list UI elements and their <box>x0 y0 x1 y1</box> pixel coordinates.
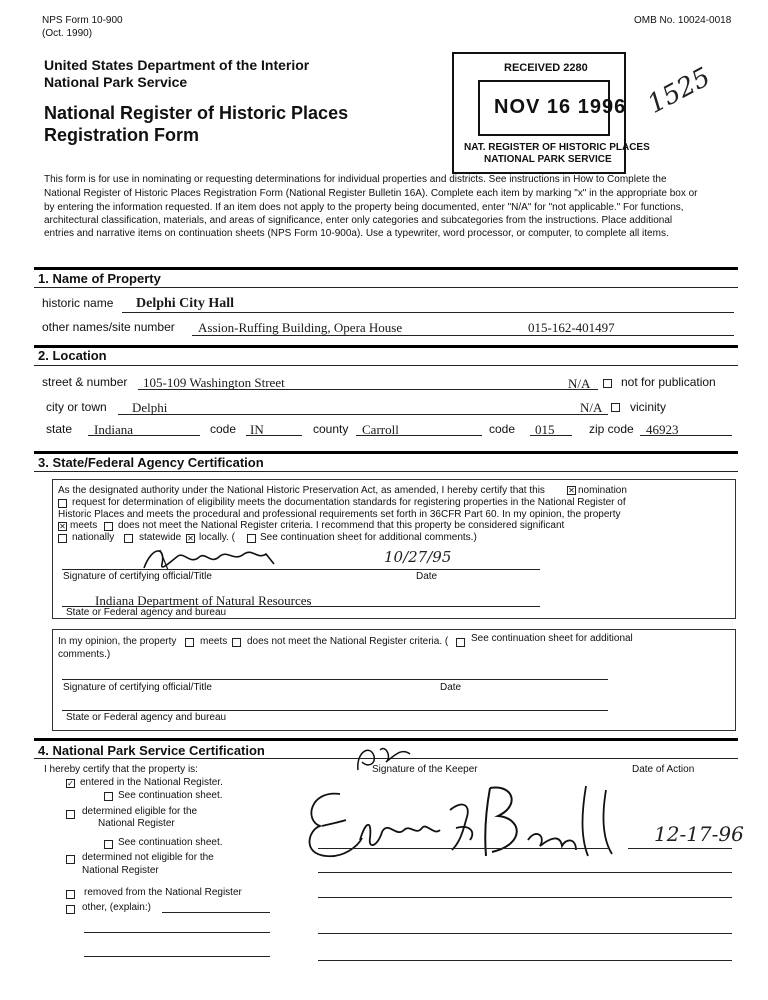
county-label: county <box>313 422 349 436</box>
other-label: other, (explain:) <box>82 902 151 913</box>
eligible-continuation-checkbox[interactable] <box>104 840 113 849</box>
other-names-value: Assion-Ruffing Building, Opera House <box>198 320 403 335</box>
stamp-line-2: NATIONAL PARK SERVICE <box>484 154 612 165</box>
eligible-label-1: determined eligible for the <box>82 806 198 817</box>
not-for-publication-label: not for publication <box>621 375 716 389</box>
state-sig-date: 10/27/95 <box>384 548 452 566</box>
city-na: N/A <box>580 400 603 415</box>
date-label-2: Date <box>440 682 462 693</box>
cert-text-3: Historic Places and meets the procedural and professional requirements set forth in 36CFR Part 60. In my opinion, the property <box>58 509 621 520</box>
not-for-publication-checkbox[interactable] <box>603 379 612 388</box>
received-stamp <box>452 52 650 174</box>
opinion-text-2: does not meet the National Register criteria. ( <box>247 636 449 647</box>
not-eligible-checkbox[interactable] <box>66 855 75 864</box>
zip-value: 46923 <box>646 422 679 437</box>
section-3-title: 3. State/Federal Agency Certification <box>38 455 264 470</box>
intro-line-4: architectural classification, materials, and areas of significance, enter only categories and subcategories from the instructions. Place additional <box>44 215 673 226</box>
agency-label: State or Federal agency and bureau <box>66 607 227 618</box>
section-2-title: 2. Location <box>38 348 107 363</box>
entered-label: entered in the National Register. <box>80 777 223 788</box>
statewide-checkbox[interactable] <box>124 534 133 543</box>
form-number: NPS Form 10-900 <box>42 15 123 26</box>
handwritten-number: 1525 <box>642 62 716 120</box>
street-value: 105-109 Washington Street <box>143 375 285 390</box>
state-code-label: code <box>210 422 237 436</box>
stamp-line-1: NAT. REGISTER OF HISTORIC PLACES <box>464 142 650 153</box>
historic-name-label: historic name <box>42 296 114 310</box>
opinion-text-4: comments.) <box>58 649 111 660</box>
meets-checkbox[interactable]: ✕ <box>59 522 66 531</box>
agency: National Park Service <box>44 74 188 90</box>
not-eligible-label-1: determined not eligible for the <box>82 852 214 863</box>
other-names-label: other names/site number <box>42 320 175 334</box>
county-value: Carroll <box>362 422 399 437</box>
opinion-meets-checkbox[interactable] <box>185 638 194 647</box>
keeper-signature <box>300 780 650 870</box>
opinion-text-1: In my opinion, the property <box>58 636 177 647</box>
agency-value: Indiana Department of Natural Resources <box>95 593 312 608</box>
date-of-action-label: Date of Action <box>632 764 695 775</box>
section-3-rule <box>34 451 738 454</box>
locally-checkbox[interactable]: ✕ <box>187 534 194 543</box>
county-code-label: code <box>489 422 516 436</box>
date-label: Date <box>416 571 438 582</box>
keeper-signature-label: Signature of the Keeper <box>372 764 478 775</box>
county-code-value: 015 <box>535 422 555 437</box>
page-title: National Register of Historic Places <box>44 103 349 123</box>
entered-continuation-label: See continuation sheet. <box>118 790 223 801</box>
signature-label-2: Signature of certifying official/Title <box>63 682 212 693</box>
street-label: street & number <box>42 375 128 389</box>
nationally-checkbox[interactable] <box>58 534 67 543</box>
removed-label: removed from the National Register <box>84 887 242 898</box>
intro-line-3: by entering the information requested. If an item does not apply to the property being documented, enter "N/A" for "not applicable." For functions, <box>44 202 684 213</box>
page-subtitle: Registration Form <box>44 125 200 145</box>
removed-checkbox[interactable] <box>66 890 75 899</box>
stamp-date: NOV 16 1996 <box>494 96 627 118</box>
meets-label: meets <box>70 520 98 531</box>
cert-text-2: request for determination of eligibility meets the documentation standards for registering properties in the National Register of <box>72 497 626 508</box>
zip-label: zip code <box>589 422 634 436</box>
does-not-meet-checkbox[interactable] <box>104 522 113 531</box>
intro-line-2: National Register of Historic Places Registration Form (National Register Bulletin 16A). Complete each item by marking "x" in the appropriate box or <box>44 188 698 199</box>
historic-name-value: Delphi City Hall <box>136 296 235 311</box>
section-1-title: 1. Name of Property <box>38 271 161 286</box>
vicinity-checkbox[interactable] <box>611 403 620 412</box>
section-1-rule <box>34 267 738 270</box>
section-4-title: 4. National Park Service Certification <box>38 743 265 758</box>
state-value: Indiana <box>94 422 133 437</box>
city-value: Delphi <box>132 400 168 415</box>
form-date: (Oct. 1990) <box>42 28 93 39</box>
nationally-label: nationally <box>72 532 115 543</box>
locally-label: locally. ( <box>199 532 235 543</box>
determination-request-checkbox[interactable] <box>58 499 67 508</box>
opinion-continuation-checkbox[interactable] <box>456 638 465 647</box>
nomination-checkbox[interactable]: ✕ <box>568 486 575 495</box>
eligible-continuation-label: See continuation sheet. <box>118 837 223 848</box>
other-checkbox[interactable] <box>66 905 75 914</box>
keeper-initials <box>340 740 440 780</box>
opinion-text-3: See continuation sheet for additional <box>471 633 633 644</box>
street-na: N/A <box>568 376 591 391</box>
stamp-received: RECEIVED 2280 <box>504 62 588 74</box>
vicinity-label: vicinity <box>630 400 667 414</box>
intro-line-5: entries and narrative items on continuation sheets (NPS Form 10-900a). Use a typewriter, word processor, or computer, to complete all items. <box>44 228 669 239</box>
cert-text-4: does not meet the National Register criteria. I recommend that this property be considered significant <box>118 520 565 531</box>
eligible-checkbox[interactable] <box>66 810 75 819</box>
cert-text-1: As the designated authority under the National Historic Preservation Act, as amended, I hereby certify that this <box>58 485 545 496</box>
state-label: state <box>46 422 73 436</box>
omb-number: OMB No. 10024-0018 <box>634 15 732 26</box>
not-eligible-label-2: National Register <box>82 865 159 876</box>
opinion-meets-label: meets <box>200 636 228 647</box>
statewide-label: statewide <box>139 532 182 543</box>
action-date: 12-17-96 <box>654 822 744 846</box>
opinion-not-meet-checkbox[interactable] <box>232 638 241 647</box>
certify-label: I hereby certify that the property is: <box>44 764 198 775</box>
eligible-label-2: National Register <box>98 818 175 829</box>
signature-label: Signature of certifying official/Title <box>63 571 212 582</box>
state-code-value: IN <box>250 422 264 437</box>
section-2-rule <box>34 345 738 348</box>
nomination-label: nomination <box>578 485 627 496</box>
department: United States Department of the Interior <box>44 57 310 73</box>
entered-checkbox[interactable]: ✓ <box>67 779 74 788</box>
intro-line-1: This form is for use in nominating or requesting determinations for individual properties and districts. See instructions in How to Complete the <box>44 174 667 185</box>
site-number-value: 015-162-401497 <box>528 320 615 335</box>
city-label: city or town <box>46 400 107 414</box>
see-continuation-label: See continuation sheet for additional comments.) <box>260 532 477 543</box>
entered-continuation-checkbox[interactable] <box>104 792 113 801</box>
agency-label-2: State or Federal agency and bureau <box>66 712 227 723</box>
